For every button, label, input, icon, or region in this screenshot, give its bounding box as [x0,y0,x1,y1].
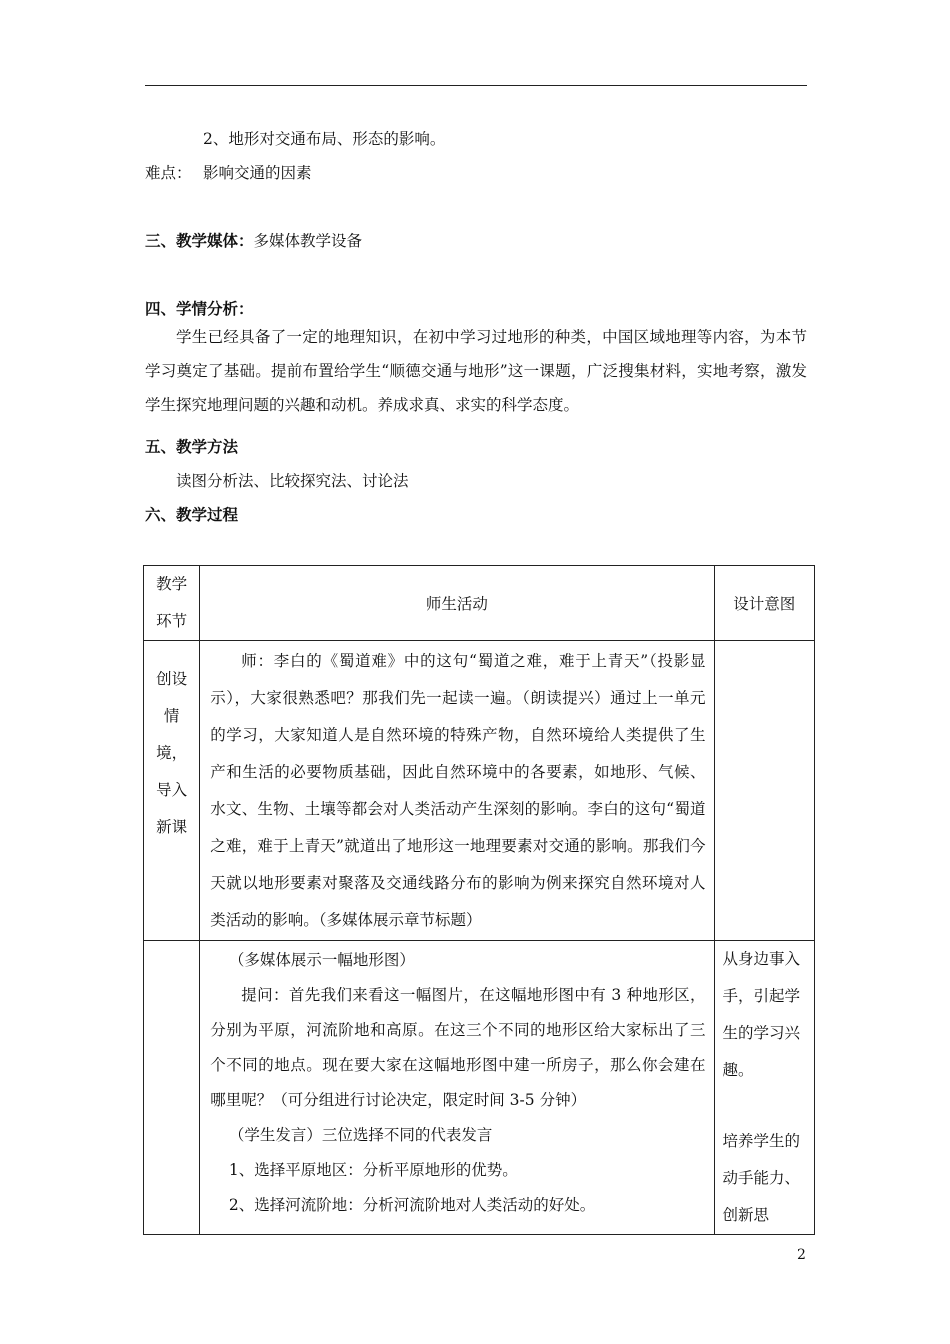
page-number: 2 [797,1247,806,1263]
difficulty-text: 影响交通的因素 [203,164,312,182]
row2-purpose-1: 从身边事入手，引起学生的学习兴趣。 [722,950,801,1079]
section-5-text: 读图分析法、比较探究法、讨论法 [176,472,409,490]
section-4-paragraph: 学生已经具备了一定的地理知识，在初中学习过地形的种类，中国区域地理等内容，为本节学习奠定了基础。提前布置给学生“顺德交通与地形”这一课题，广泛搜集材料，实地考察，激发学生探究地理问题的兴趣和动机。养成求真、求实的科学态度。 [145,328,807,414]
row2-activity-line: 2、选择河流阶地：分析河流阶地对人类活动的好处。 [228,1196,596,1214]
table-row [144,941,815,1235]
section-3 [145,229,362,251]
header-stage: 教学环节 [156,575,188,630]
table-row [144,641,815,941]
header-rule [145,85,807,86]
row2-activity-line: 1、选择平原地区：分析平原地形的优势。 [228,1161,518,1179]
table-header-row [144,566,815,641]
row2-purpose-2: 培养学生的动手能力、创新思 [722,1132,801,1224]
difficulty-label: 难点： [145,164,192,182]
section-4-title: 四、学情分析： [145,299,254,318]
row1-stage: 创设情境，导入新课 [156,670,188,836]
section-3-title: 三、教学媒体： [145,231,254,250]
header-purpose: 设计意图 [733,595,796,613]
key-point-2: 2、地形对交通布局、形态的影响。 [203,130,446,148]
section-3-text: 多媒体教学设备 [253,232,363,250]
row2-activity-line: （多媒体展示一幅地形图） [228,951,415,969]
row2-activity-line: （学生发言）三位选择不同的代表发言 [228,1126,493,1144]
section-6-title: 六、教学过程 [145,505,239,524]
row1-activity: 师：李白的《蜀道难》中的这句“蜀道之难，难于上青天”（投影显示），大家很熟悉吧？那我们先一起读一遍。（朗读提兴）通过上一单元的学习，大家知道人是自然环境的特殊产物，自然环境给人类提供了生产和生活的必要物质基础，因此自然环境中的各要素，如地形、气候、水文、生物、土壤等都会对人类活动产生深刻的影响。李白的这句“蜀道之难，难于上青天”就道出了地形这一地理要素对交通的影响。那我们今天就以地形要素对聚落及交通线路分布的影响为例来探究自然环境对人类活动的影响。（多媒体展示章节标题） [210,652,706,929]
teaching-process-table [143,565,815,1235]
section-5-title: 五、教学方法 [145,437,239,456]
row2-activity-line: 提问：首先我们来看这一幅图片，在这幅地形图中有 3 种地形区，分别为平原，河流阶地和高原。在这三个不同的地形区给大家标出了三个不同的地点。现在要大家在这幅地形图中建一所房子，那么你会建在哪里呢？（可分组进行讨论决定，限定时间 3-5 分钟） [210,986,706,1109]
header-activity: 师生活动 [425,595,488,613]
